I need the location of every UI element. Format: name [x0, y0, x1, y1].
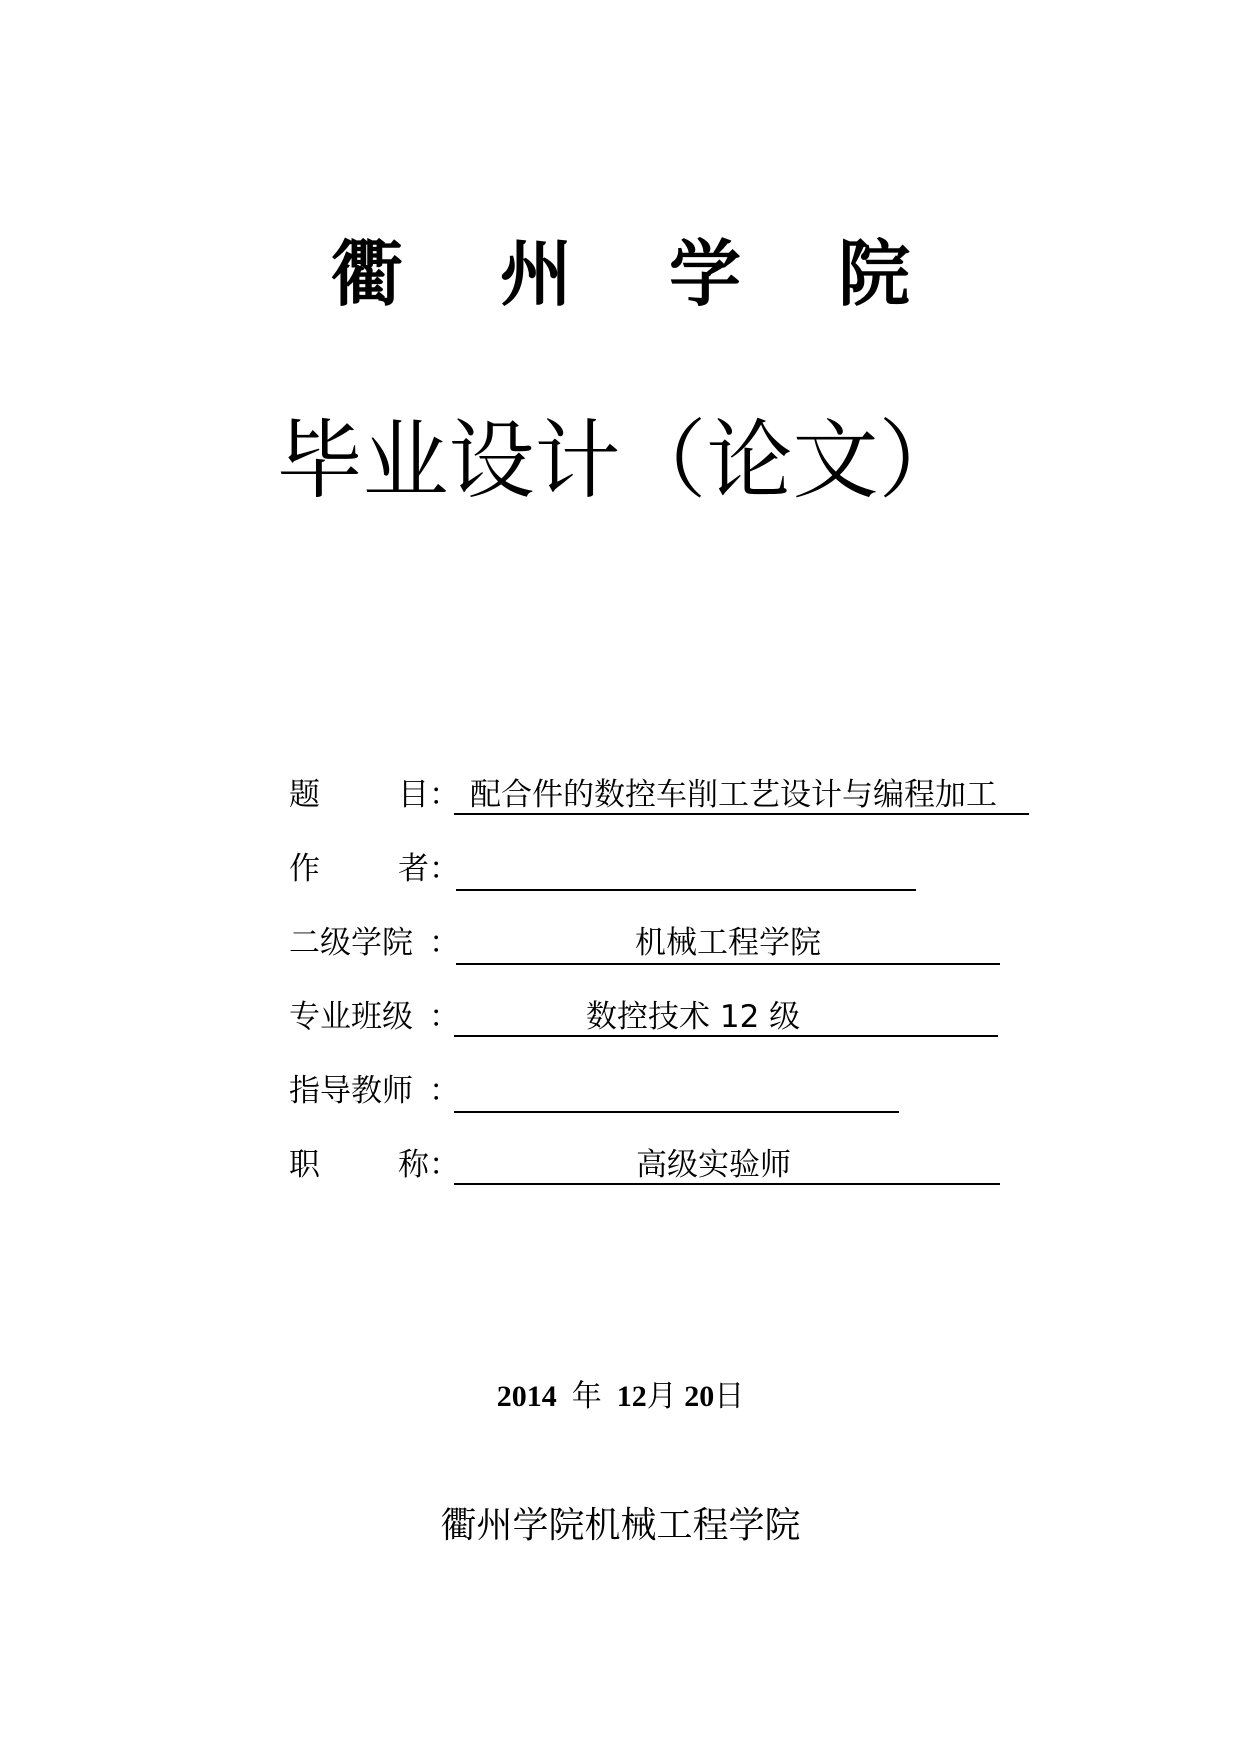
- footer-institution: 衢州学院机械工程学院: [440, 1505, 801, 1546]
- college-label: 二级学院 ：: [289, 925, 460, 961]
- college-value: 机械工程学院: [456, 923, 1000, 965]
- major-class-label: 专业班级 ：: [289, 999, 460, 1035]
- advisor-value: [454, 1071, 899, 1113]
- date-month-unit: 月: [646, 1379, 677, 1414]
- author-value: [456, 849, 916, 891]
- advisor-title-value: 高级实验师: [454, 1145, 1000, 1185]
- school-name: 衢 州 学 院: [330, 232, 947, 316]
- date-year-unit: 年: [571, 1379, 602, 1414]
- major-class-value: 数控技术 12 级: [454, 997, 998, 1037]
- date-day: 20: [684, 1380, 715, 1413]
- date-day-unit: 日: [714, 1379, 745, 1414]
- topic-value: 配合件的数控车削工艺设计与编程加工: [454, 775, 1029, 815]
- date-year: 2014: [496, 1380, 557, 1413]
- author-label: 作 者 ：: [289, 851, 460, 887]
- advisor-title-label: 职 称 ：: [289, 1147, 460, 1183]
- advisor-label: 指导教师 ：: [289, 1073, 460, 1109]
- date-month: 12: [616, 1380, 647, 1413]
- document-title: 毕业设计（论文）: [276, 411, 965, 511]
- topic-label: 题 目 ：: [289, 777, 460, 813]
- submission-date: [0, 1379, 1241, 1414]
